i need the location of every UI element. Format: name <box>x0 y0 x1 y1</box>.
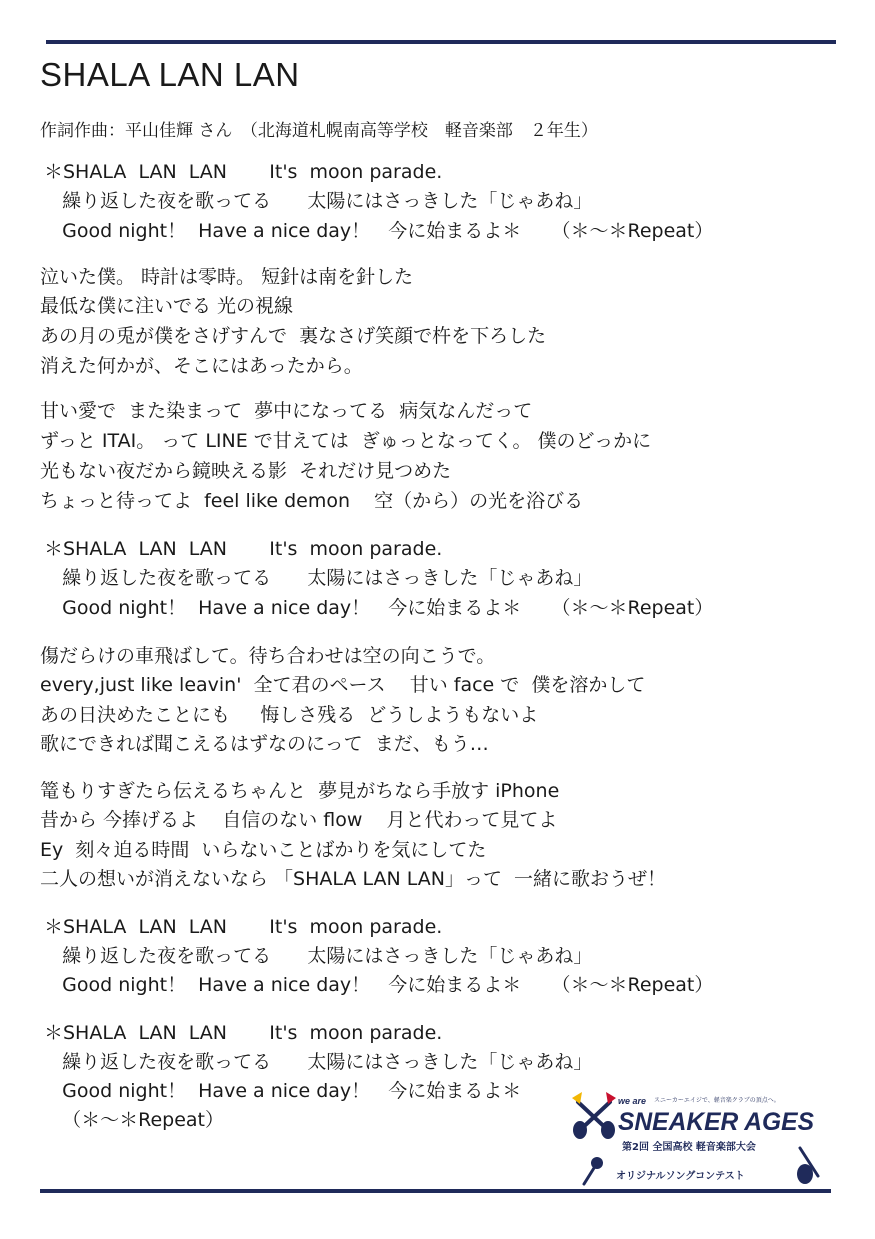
microphone-icon <box>584 1157 603 1184</box>
lyric-line: あの日決めたことにも 悔しさ残る どうしようもないよ <box>40 704 539 726</box>
song-title: SHALA LAN LAN <box>40 56 300 93</box>
logo-contest: オリジナルソングコンテスト <box>616 1171 745 1182</box>
logo-brand: SNEAKER AGES <box>618 1108 815 1136</box>
lyric-line: 昔から 今捧げるよ 自信のない flow 月と代わって見てよ <box>40 809 558 831</box>
crossed-guitars-icon <box>572 1092 616 1139</box>
lyric-line: 傷だらけの車飛ばして。待ち合わせは空の向こうで。 <box>40 645 496 667</box>
lyric-line: Good night！ Have a nice day！ 今に始まるよ＊ <box>44 1080 522 1102</box>
bottom-rule <box>40 1189 831 1193</box>
logo-we-are: we are <box>618 1096 647 1106</box>
top-rule <box>46 40 836 44</box>
lyric-line: 繰り返した夜を歌ってる 太陽にはさっきした「じゃあね」 <box>44 190 593 212</box>
lyric-line: ＊SHALA LAN LAN It's moon parade. <box>44 1022 443 1044</box>
lyric-line: 消えた何かが、そこにはあったから。 <box>40 355 363 377</box>
lyric-line: 篭もりすぎたら伝えるちゃんと 夢見がちなら手放す iPhone <box>40 780 560 802</box>
lyric-line: Good night！ Have a nice day！ 今に始まるよ＊ （＊～＊Repeat） <box>44 597 714 619</box>
song-credit: 作詞作曲：平山佳輝 さん （北海道札幌南高等学校 軽音楽部 ２年生） <box>40 121 598 141</box>
lyric-line: 繰り返した夜を歌ってる 太陽にはさっきした「じゃあね」 <box>44 945 593 967</box>
sneaker-ages-logo <box>566 1088 828 1188</box>
lyric-line: 二人の想いが消えないなら 「SHALA LAN LAN」って 一緒に歌おうぜ！ <box>40 868 667 890</box>
lyric-line: Ey 刻々迫る時間 いらないことばかりを気にしてた <box>40 839 487 861</box>
logo-tagline: スニーカーエイジで、軽音楽クラブの頂点へ。 <box>654 1097 780 1104</box>
lyric-line: ずっと ITAI。 って LINE で甘えては ぎゅっとなってく。 僕のどっかに <box>40 430 652 452</box>
logo-event: 第2回 全国高校 軽音楽部大会 <box>622 1142 756 1153</box>
lyric-line: （＊～＊Repeat） <box>44 1109 224 1131</box>
lyric-line: ＊SHALA LAN LAN It's moon parade. <box>44 916 443 938</box>
lyric-line: 甘い愛で また染まって 夢中になってる 病気なんだって <box>40 400 533 422</box>
lyric-line: ちょっと待ってよ feel like demon 空（から）の光を浴びる <box>40 490 584 512</box>
lyric-line: Good night！ Have a nice day！ 今に始まるよ＊ （＊～＊Repeat） <box>44 974 714 996</box>
lyric-line: 泣いた僕。 時計は零時。 短針は南を針した <box>40 266 414 288</box>
lyric-line: every,just like leavin' 全て君のペース 甘い face で 僕を溶かして <box>40 674 646 696</box>
lyric-line: ＊SHALA LAN LAN It's moon parade. <box>44 538 443 560</box>
guitar-icon <box>797 1148 818 1184</box>
lyric-line: ＊SHALA LAN LAN It's moon parade. <box>44 161 443 183</box>
lyric-line: あの月の兎が僕をさげすんで 裏なさげ笑顔で杵を下ろした <box>40 325 547 347</box>
lyric-line: 光もない夜だから鏡映える影 それだけ見つめた <box>40 460 452 482</box>
lyric-line: Good night！ Have a nice day！ 今に始まるよ＊ （＊～＊Repeat） <box>44 220 714 242</box>
lyric-line: 歌にできれば聞こえるはずなのにって まだ、もう… <box>40 733 489 755</box>
lyric-line: 最低な僕に注いでる 光の視線 <box>40 295 294 317</box>
lyric-line: 繰り返した夜を歌ってる 太陽にはさっきした「じゃあね」 <box>44 1051 593 1073</box>
lyric-line: 繰り返した夜を歌ってる 太陽にはさっきした「じゃあね」 <box>44 567 593 589</box>
